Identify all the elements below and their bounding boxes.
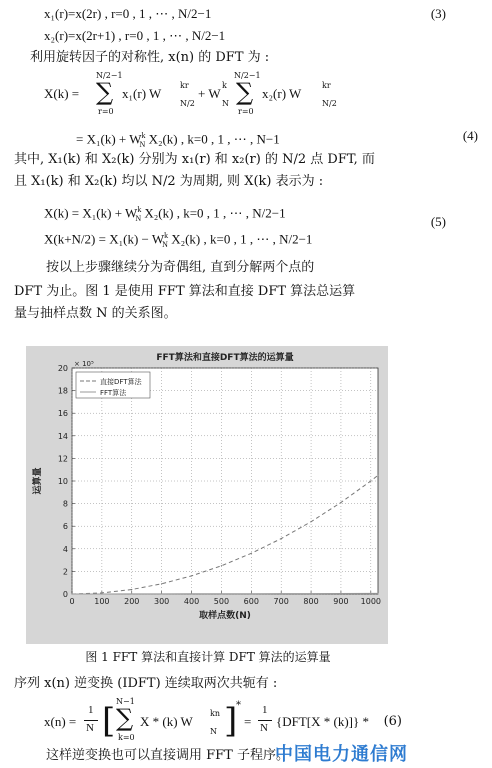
y-tick-label: 16 [57,409,68,419]
paragraph-2-line-1 [0,256,462,280]
x-tick-label: 600 [243,597,259,606]
figure-caption-text: 图 1 FFT 算法和直接计算 DFT 算法的运算量 [85,650,331,664]
data-point-series-1 [281,538,282,539]
y-exponent-label: × 10⁵ [74,360,94,368]
eq6-numerator-2: 1 [262,704,268,716]
sigma-sum-1: ∑ [96,78,114,106]
eq4-lhs: X(k) = [44,86,80,101]
rotation-factor-text: 利用旋转因子的对称性, x(n) 的 DFT 为 : [30,50,270,65]
eq4-sum1-lower: r=0 [98,107,114,116]
data-point-series-2 [101,593,102,594]
equation-3-text-1: x₁(r)=x(2r) , r=0 , 1 , ⋯ , N/2−1 [44,6,212,21]
watermark-text: 中国电力通信网 [275,744,408,765]
eq4-line2-a: = X₁(k) + W [76,131,142,147]
eq4-term1-sub: N/2 [180,99,195,108]
y-tick-label: 0 [62,590,68,599]
eq5-l1-sup: k [137,205,142,214]
data-point-series-1 [377,475,378,476]
equation-number-4: (4) [462,128,478,143]
y-tick-label: 14 [57,431,68,441]
y-tick-label: 4 [62,544,68,554]
legend-label-2: FFT算法 [100,389,127,397]
x-tick-label: 1000 [360,597,382,606]
x-tick-label: 300 [154,597,170,606]
eq6-denominator-2: N [260,722,268,734]
paragraph-1-line-2 [0,170,430,194]
series-line-2 [72,593,378,594]
data-point-series-1 [221,565,222,566]
sigma-sum-2: ∑ [236,78,254,106]
data-point-series-1 [251,553,252,554]
eq4-sum2-upper: N/2−1 [234,71,261,80]
equation-5-line-1 [0,198,460,229]
data-point-series-2 [370,593,371,594]
eq4-term2-sup: kr [322,81,331,90]
x-axis-label: 取样点数(N) [199,611,251,621]
eq4-term2-sub: N/2 [322,99,337,108]
eq6-rhs: {DFT[X * (k)]} * [276,714,369,729]
eq6-mid-sup: kn [210,709,220,718]
data-point-series-2 [131,593,132,594]
x-tick-label: 900 [333,597,349,606]
data-point-series-1 [370,480,371,481]
y-tick-label: 6 [62,522,68,532]
eq4-term2: x₂(r) W [262,86,302,101]
eq6-numerator-1: 1 [88,704,94,716]
eq6-sum-lower: k=0 [118,733,135,742]
para1-text-2: 且 X₁(k) 和 X₂(k) 均以 N/2 为周期, 则 X(k) 表示为 : [14,174,324,189]
x-tick-label: 0 [69,597,75,606]
paragraph-2-line-2 [0,280,430,304]
eq5-l2-a: X(k+N/2) = X₁(k) − W [44,231,165,247]
data-point-series-2 [191,593,192,594]
eq6-mid: X * (k) W [140,714,193,729]
x-tick-label: 200 [124,597,140,606]
eq4-term1: x₁(r) W [122,86,162,101]
equation-4-line-2 [0,124,492,148]
y-tick-label: 8 [62,499,68,509]
y-tick-label: 18 [57,386,68,396]
eq5-l2-sub: N [162,239,168,249]
y-tick-label: 12 [57,454,68,464]
chart-title: FFT算法和直接DFT算法的运算量 [156,353,294,363]
data-point-series-2 [340,593,341,594]
eq4-w-sub: N [222,99,229,108]
eq4-sum1-upper: N/2−1 [96,71,123,80]
x-tick-label: 500 [213,597,230,606]
x-tick-label: 400 [183,597,200,606]
sigma-sum-3: ∑ [116,704,134,732]
y-tick-label: 2 [62,567,68,577]
eq4-w-sup: k [222,81,227,90]
data-point-series-2 [71,593,72,594]
eq6-right-bracket: ] [224,701,238,741]
data-point-series-1 [340,502,341,503]
data-point-series-1 [191,575,192,576]
eq6-denominator-1: N [86,722,94,734]
eq6-conj-star: * [236,700,241,711]
x-tick-label: 100 [94,597,110,606]
eq4-plus-w: + W [198,86,221,101]
eq4-line2-b: X₂(k) , k=0 , 1 , ⋯ , N−1 [148,131,280,147]
y-axis-label: 运算量 [33,467,43,495]
para3-text: 序列 x(n) 逆变换 (IDFT) 连续取两次共轭有 : [14,676,278,691]
eq4-line2-sub: N [139,139,146,149]
paragraph-2-line-3 [0,302,430,326]
eq6-fraction-bar-2 [258,720,272,721]
eq6-sum-upper: N−1 [116,697,135,706]
equation-5-line-2 [0,224,460,248]
y-tick-label: 10 [57,477,68,486]
eq6-equals: = [244,714,252,729]
eq4-term1-sup: kr [180,81,189,90]
eq5-l1-b: X₂(k) , k=0 , 1 , ⋯ , N/2−1 [144,205,286,221]
eq6-left-bracket: [ [102,701,116,741]
equation-3-line-1 [0,2,460,26]
eq5-l1-a: X(k) = X₁(k) + W [44,205,138,221]
eq5-l1-sub: N [135,213,142,223]
eq4-line2-sup: k [141,131,146,140]
data-point-series-2 [281,593,282,594]
equation-number-5: (5) [430,214,446,229]
eq6-mid-sub: N [210,727,217,736]
legend-label-1: 直接DFT算法 [100,378,142,386]
equation-3-line-2 [0,24,460,48]
equation-3-text-2: x₂(r)=x(2r+1) , r=0 , 1 , ⋯ , N/2−1 [44,28,226,43]
eq5-l2-sup: k [164,231,169,240]
data-point-series-2 [161,593,162,594]
fft-vs-dft-chart [26,346,388,644]
data-point-series-1 [131,589,132,590]
data-point-series-1 [161,583,162,584]
data-point-series-1 [101,592,102,593]
data-point-series-2 [377,593,378,594]
paragraph-rotation [0,46,446,70]
equation-number-3: (3) [430,6,446,21]
y-tick-label: 20 [57,364,68,373]
paragraph-3 [0,672,430,696]
data-point-series-1 [310,521,311,522]
para4-text: 这样逆变换也可以直接调用 FFT 子程序。 [46,748,289,763]
para2-text-3: 量与抽样点数 N 的关系图。 [14,306,177,321]
equation-number-6: (6) [383,714,402,729]
site-watermark [275,740,408,766]
paragraph-1-line-1 [0,148,430,172]
equation-4-line-1 [0,70,416,126]
data-point-series-2 [221,593,222,594]
figure-caption [0,648,416,665]
eq4-sum2-lower: r=0 [238,107,254,116]
eq5-l2-b: X₂(k) , k=0 , 1 , ⋯ , N/2−1 [171,231,313,247]
data-point-series-2 [310,593,311,594]
x-tick-label: 700 [273,597,289,606]
para1-text-1: 其中, X₁(k) 和 X₂(k) 分别为 x₁(r) 和 x₂(r) 的 N/2 点 DFT, 而 [14,152,375,167]
x-tick-label: 800 [303,597,319,606]
eq6-lhs: x(n) = [44,714,77,729]
eq6-fraction-bar-1 [84,720,98,721]
data-point-series-2 [251,593,252,594]
para2-text-1: 按以上步骤继续分为奇偶组, 直到分解两个点的 [46,260,315,275]
para2-text-2: DFT 为止。图 1 是使用 FFT 算法和直接 DFT 算法总运算 [14,284,356,299]
